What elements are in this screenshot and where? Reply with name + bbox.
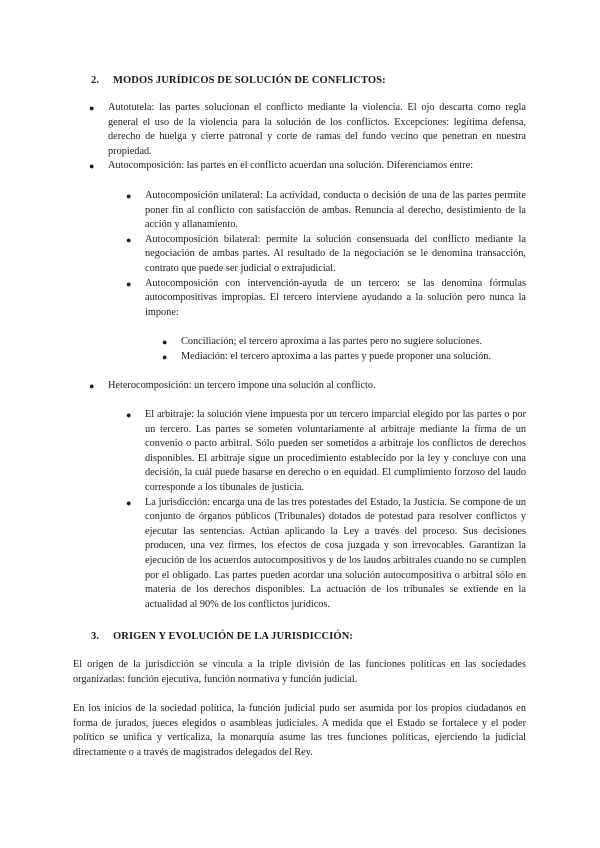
list-item-autocomposicion-unilateral: [126, 189, 526, 233]
level2-list-a: [126, 189, 526, 320]
list-item-text: Conciliación; el tercero aproxima a las partes pero no sugiere soluciones.: [181, 336, 483, 347]
list-item-autocomposicion: [89, 159, 526, 174]
list-item-text: Mediación: el tercero aproxima a las partes y puede proponer una solución.: [181, 350, 491, 362]
section-2-number: 2.: [91, 75, 100, 86]
section-3-number: 3.: [91, 631, 100, 642]
list-item-text: Heterocomposición: un tercero impone una solución al conflicto.: [108, 380, 376, 391]
list-item-autotutela: [89, 101, 526, 159]
list-item-arbitraje: [126, 408, 526, 496]
list-item-text: Autocomposición bilateral: permite la solución consensuada del conflicto mediante la negociación de ambas partes. Al resultado de la negociación se le denomina transacción, contrato que puede ser judicial o extrajudicial.: [145, 233, 526, 274]
section-2-heading: [91, 75, 386, 86]
list-item-text: El arbitraje: la solución viene impuesta por un tercero imparcial elegido por las partes o por un tercero. Las partes se someten voluntariamente al arbitraje mediante la firma de un convenio o pacto arbitral. Sólo pueden ser sometidos a arbitraje los conflictos de derechos disponibles. El arbitraje sigue un procedimiento establecido por la ley y concluye con una decisión, la cuál puede basarse en derecho o en equidad. El cumplimiento forzoso del laudo corresponde a los tibunales de justicia.: [145, 409, 526, 493]
list-item-text: Autocomposición: las partes en el conflicto acuerdan una solución. Diferenciamos entre:: [108, 160, 474, 172]
bullet-icon: ●: [89, 381, 95, 391]
paragraph-origen: El origen de la jurisdicción se vincula a la triple división de las funciones políticas en las sociedades organizadas: función ejecutiva, función normativa y función judicial.: [73, 659, 526, 685]
bullet-icon: ●: [89, 103, 95, 113]
list-item-mediacion: [162, 350, 526, 365]
list-item-conciliacion: [162, 335, 526, 350]
bullet-icon: ●: [126, 410, 132, 420]
bullet-icon: ●: [89, 161, 95, 172]
list-item-autocomposicion-bilateral: [126, 233, 526, 277]
bullet-icon: ●: [126, 191, 132, 201]
list-item-text: Autotutela: las partes solucionan el conflicto mediante la violencia. El ojo descarta como regla general el uso de la violencia para la solución de los conflictos. Excepciones: legítima defensa, derecho de huelga y cierre patronal y corte de ramas del fundo vecino que penetran en nuestra propiedad.: [108, 102, 526, 157]
bullet-icon: ●: [162, 351, 168, 362]
list-item-jurisdiccion: [126, 496, 526, 613]
list-item-text: Autocomposición unilateral: La actividad, conducta o decisión de una de las partes permite poner fin al conflicto con satisfacción de ambas. Renuncia al derecho, desistimiento de la acción y allanamiento.: [145, 190, 526, 231]
bullet-icon: ●: [126, 234, 132, 245]
section-2-title: MODOS JURÍDICOS DE SOLUCIÓN DE CONFLICTOS:: [113, 75, 386, 86]
section-3-heading: [91, 631, 353, 642]
bullet-icon: ●: [162, 337, 168, 347]
section-3-title: ORIGEN Y EVOLUCIÓN DE LA JURISDICCIÓN:: [113, 631, 353, 642]
list-item-heterocomposicion: [89, 379, 526, 394]
level1-list-a: [89, 101, 526, 174]
level1-list-b: [89, 379, 526, 394]
list-item-text: Autocomposición con intervención-ayuda de un tercero: se las denomina fórmulas autocompositivas impropias. El tercero interviene ayudando a la solución pero nunca la impone:: [145, 277, 526, 318]
paragraph-inicios: En los inicios de la sociedad política, la función judicial pudo ser asumida por los propios ciudadanos en forma de jurados, jueces elegidos o asambleas judiciales. A medida que el Estado se fortalece y el poder político se unifica y verticaliza, la monarquía asume las tres funciones políticas, ejerciendo la judicial directamente o a través de magistrados delegados del Rey.: [73, 703, 526, 758]
bullet-icon: ●: [126, 497, 132, 508]
list-item-intervencion-tercero: [126, 277, 526, 321]
list-item-text: La jurisdicción: encarga una de las tres potestades del Estado, la Justicia. Se compone de un conjunto de órganos públicos (Tribunales) dotados de potestad para resolver conflictos y ejecutar las sentencias. Actúan aplicando la Ley a través del proceso. Sus decisiones producen, una vez firmes, los efectos de cosa juzgada y son irrevocables. Garantizan la ejecución de los acuerdos autocompositivos y de los laudos arbitrales cuando no se cumplen por el obligado. Las partes pueden acordar una solución autocompositiva o arbitral sólo en materia de los derechos disponibles. La actuación de los tribunales se extiende en la actualidad al 90% de los conflictos jurídicos.: [145, 496, 526, 610]
level3-list: [162, 335, 526, 364]
level2-list-b: [126, 408, 526, 612]
bullet-icon: ●: [126, 278, 132, 289]
